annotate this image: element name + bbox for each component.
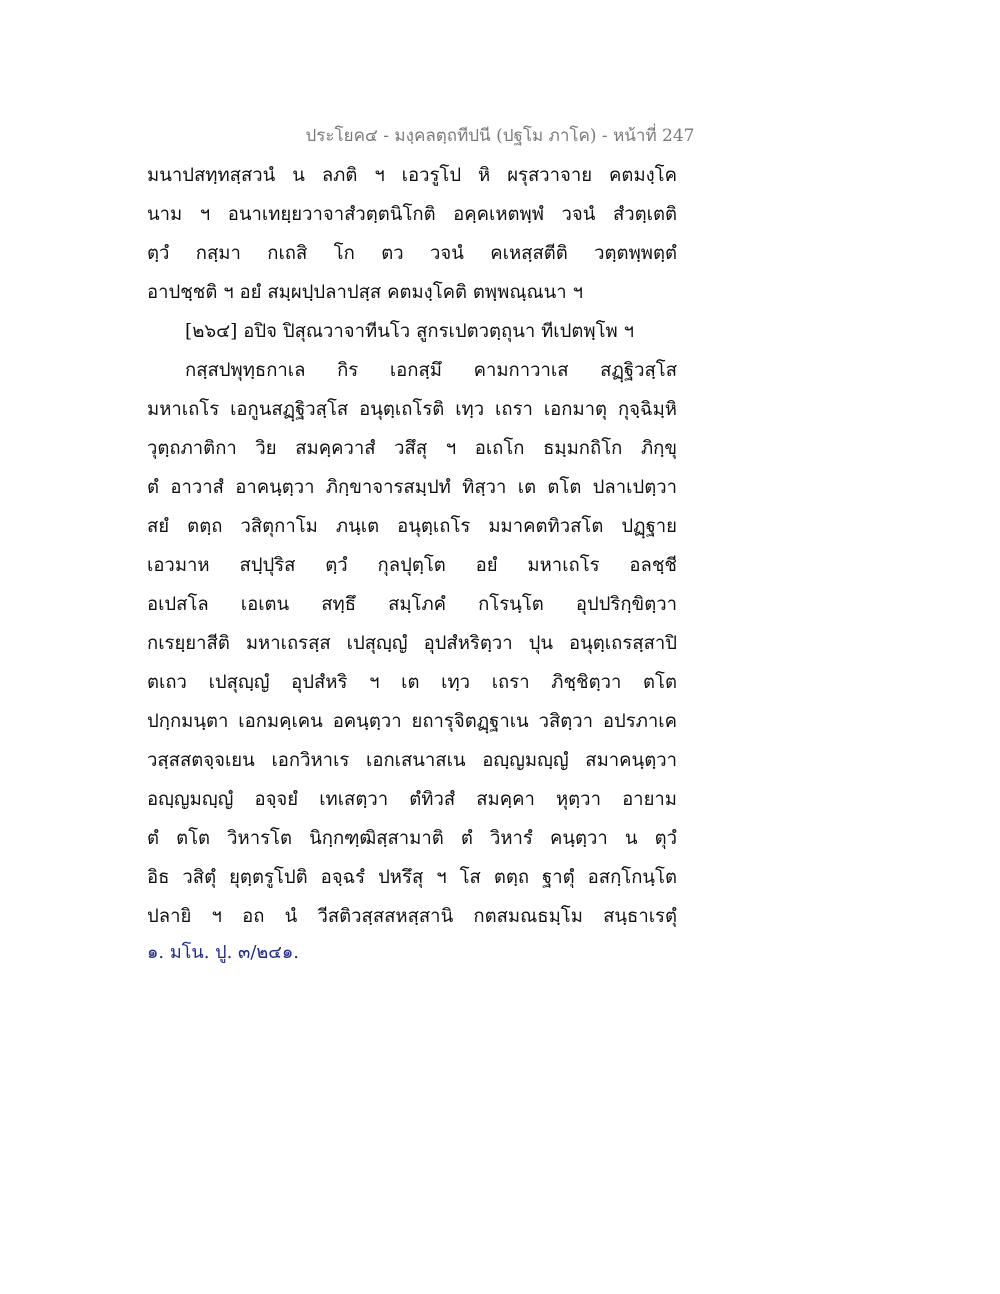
text-line: อิธ วสิตุํ ยุตฺตรูโปติ อจฺฉรํ ปหรึสุ ฯ โส ตตฺถ ฐาตุํ อสกฺโกนฺโต — [147, 867, 677, 888]
text-line: เอวมาห สปฺปุริส ตฺวํ กุลปุตฺโต อยํ มหาเถโร อลชฺชี — [147, 555, 677, 576]
text-line: อาปชฺชติ ฯ อยํ สมฺผปฺปลาปสฺส คตมงฺโคติ ตพฺพณฺณนา ฯ — [147, 282, 583, 303]
text-line: กสฺสปพุทฺธกาเล กิร เอกสฺมึ คามกาวาเส สฏฺฐิวสฺโส — [185, 360, 677, 381]
text-line: มหาเถโร เอกูนสฏฺฐิวสฺโส อนุตฺเถโรติ เทฺว เถรา เอกมาตุ กุจฺฉิมฺหิ — [147, 399, 677, 420]
text-line: สยํ ตตฺถ วสิตุกาโม ภนฺเต อนุตฺเถโร มมาคตทิวสโต ปฏฺฐาย — [147, 516, 677, 537]
text-line: ปลายิ ฯ อถ นํ วีสติวสฺสสหสฺสานิ กตสมณธมฺโม สนฺธาเรตุํ — [147, 906, 677, 927]
text-line: วุตฺถภาติกา วิย สมคฺควาสํ วสึสุ ฯ อเถโก ธมฺมกถิโก ภิกฺขุ — [147, 438, 677, 459]
paragraph-heading-line: [๒๖๔] อปิจ ปิสุณวาจาทีนโว สูกรเปตวตฺถุนา ทีเปตพฺโพ ฯ — [185, 321, 634, 342]
text-line: วสฺสสตจฺจเยน เอกวิหาเร เอกเสนาสเน อญฺญมญฺญํ สมาคนฺตฺวา — [147, 750, 677, 771]
text-line: ปกฺกมนฺตา เอกมคฺเคน อคนฺตฺวา ยถารุจิตฏฺฐาเน วสิตฺวา อปรภาเค — [147, 711, 677, 732]
text-line: มนาปสทฺทสฺสวนํ น ลภติ ฯ เอวรูโป หิ ผรุสวาจาย คตมงฺโค — [147, 165, 677, 186]
text-line: อเปสโล เอเตน สทฺธึ สมฺโภคํ กโรนฺโต อุปปริกฺขิตฺวา — [147, 594, 677, 615]
page-header: ประโยค๔ - มงฺคลตฺถทีปนี (ปฐโม ภาโค) - หน้าที่ 247 — [305, 126, 695, 146]
text-line: อญฺญมญฺญํ อจฺจยํ เทเสตฺวา ตํทิวสํ สมคฺคา หุตฺวา อายาม — [147, 789, 677, 810]
footnote: ๑. มโน. ปู. ๓/๒๔๑. — [147, 942, 300, 963]
text-line: นาม ฯ อนาเทยฺยวาจาสํวตฺตนิโกติ อคฺคเหตพฺพํ วจนํ สํวตฺเตติ — [147, 204, 677, 225]
text-line: ตํ ตโต วิหารโต นิกฺกฑฺฒิสฺสามาติ ตํ วิหารํ คนฺตฺวา น ตุวํ — [147, 828, 677, 849]
text-line: ตฺวํ กสฺมา กเถสิ โก ตว วจนํ คเหสฺสตีติ วตฺตพฺพตฺตํ — [147, 243, 677, 264]
body-text — [147, 156, 677, 970]
text-line: ตเถว เปสุญฺญํ อุปสํหริ ฯ เต เทฺว เถรา ภิชฺชิตฺวา ตโต — [147, 672, 677, 693]
text-line: ตํ อาวาสํ อาคนฺตฺวา ภิกฺขาจารสมฺปทํ ทิสฺวา เต ตโต ปลาเปตฺวา — [147, 477, 677, 498]
text-line: กเรยฺยาสีติ มหาเถรสฺส เปสุญฺญํ อุปสํหริตฺวา ปุน อนุตฺเถรสฺสาปิ — [147, 633, 677, 654]
